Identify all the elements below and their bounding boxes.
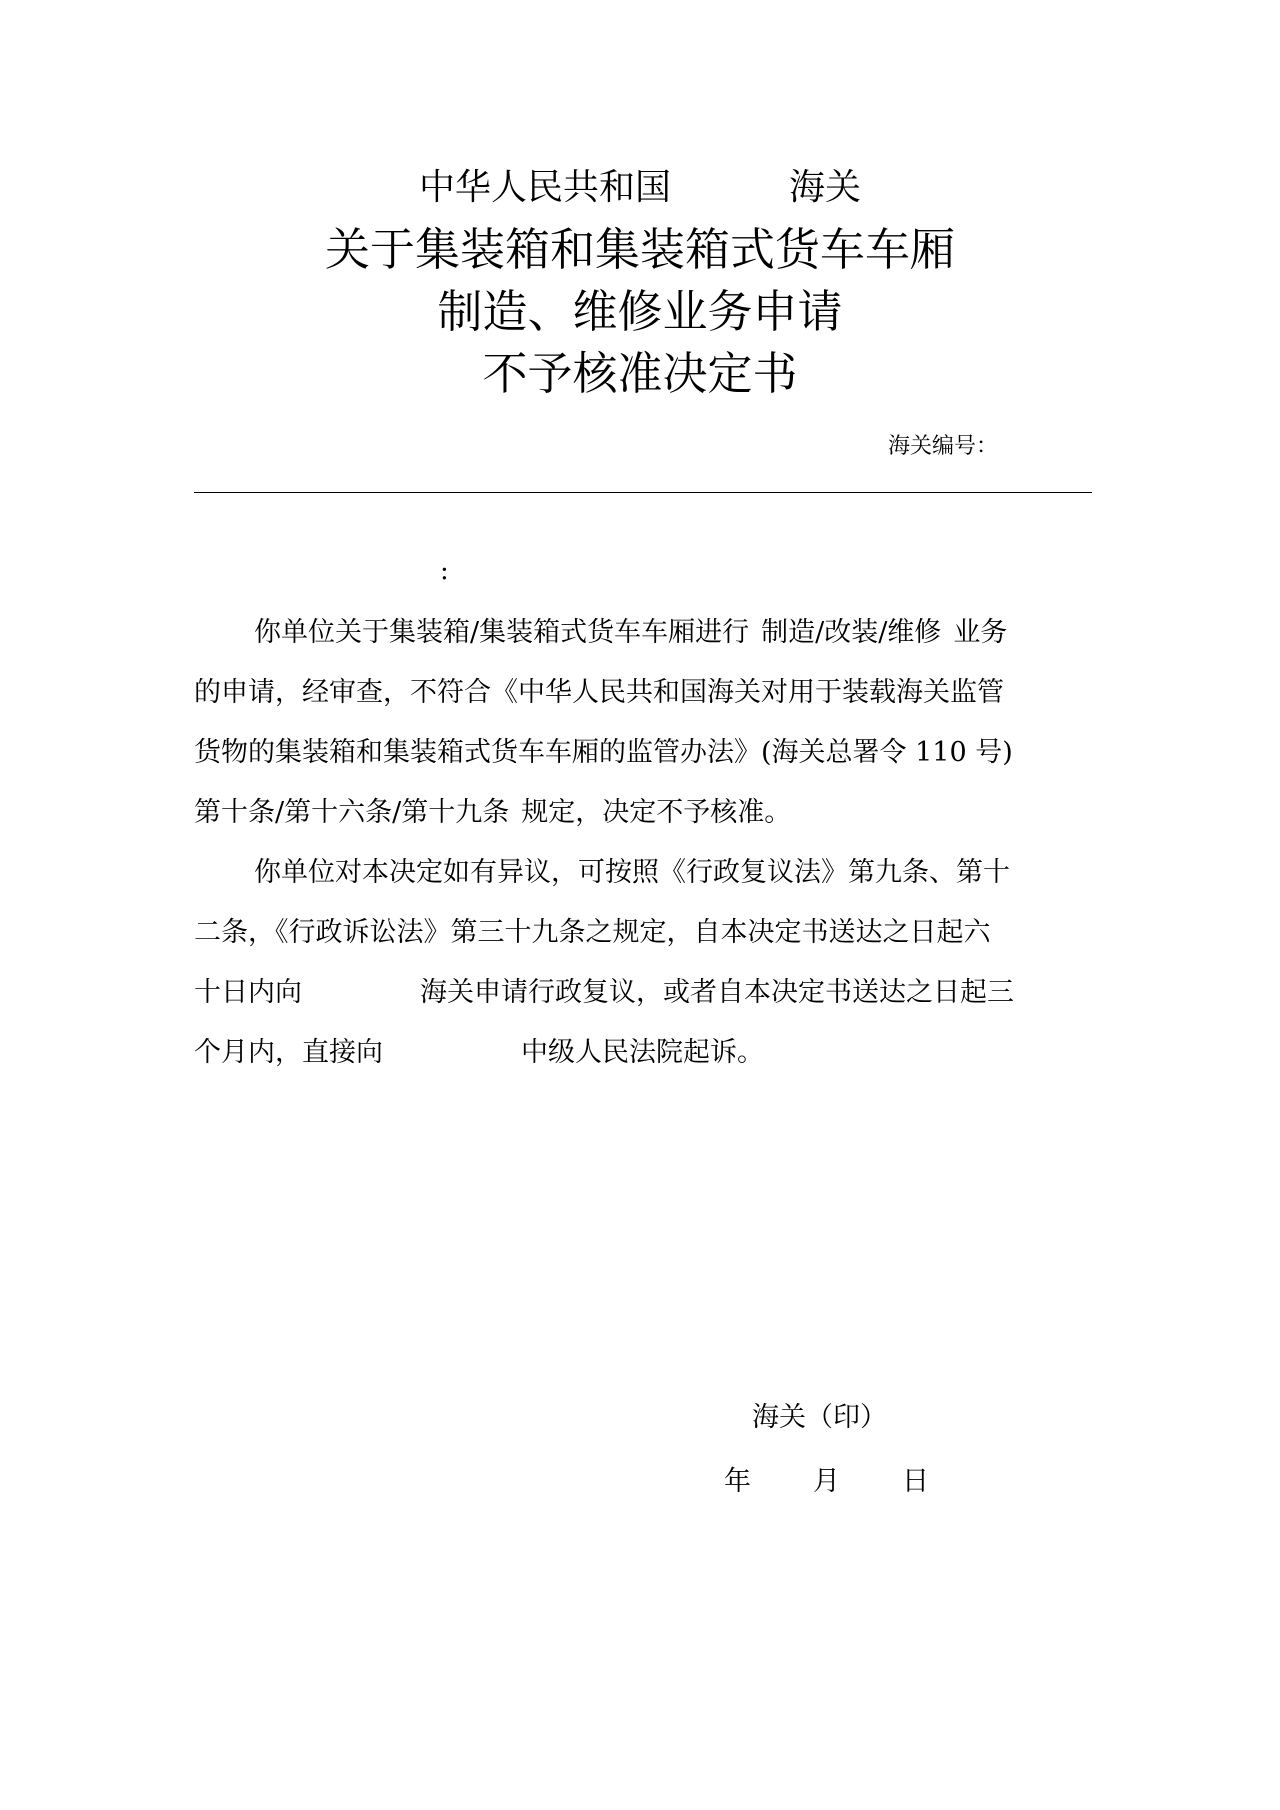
title-country: 中华人民共和国 xyxy=(418,167,671,208)
paragraph-2-line-1: 你单位对本决定如有异议，可按照《行政复议法》第九条、第十 xyxy=(254,857,1010,888)
paragraph-2-line-4 xyxy=(194,1033,764,1073)
date-day: 日 xyxy=(902,1466,929,1497)
paragraph-1-line-3: 货物的集装箱和集装箱式货车车厢的监管办法》(海关总署令 110 号) xyxy=(194,737,1013,768)
p2-l3-text-b: 海关申请行政复议，或者自本决定书送达之日起三 xyxy=(420,977,1014,1008)
paragraph-2-line-2: 二条，《行政诉讼法》第三十九条之规定，自本决定书送达之日起六 xyxy=(194,917,991,948)
customs-seal-label: 海关（印） xyxy=(752,1402,887,1433)
p1-l4-text-a: 第十条/第十六条/第十九条 xyxy=(194,797,510,828)
title-line-4: 不予核准决定书 xyxy=(482,347,798,400)
date-line xyxy=(724,1462,929,1502)
title-line-2: 关于集装箱和集装箱式货车车厢 xyxy=(324,223,955,276)
title-line-1 xyxy=(0,166,1280,210)
p2-l4-text-a: 个月内，直接向 xyxy=(194,1037,383,1068)
p2-l4-text-b: 中级人民法院起诉。 xyxy=(521,1037,764,1068)
p2-l3-text-a: 十日内向 xyxy=(194,977,302,1008)
title-line-3: 制造、维修业务申请 xyxy=(437,285,843,338)
p1-l1-text-b: 制造/改装/维修 xyxy=(761,617,942,648)
p1-l1-text-a: 你单位关于集装箱/集装箱式货车车厢进行 xyxy=(254,617,750,648)
p1-l4-text-b: 规定，决定不予核准。 xyxy=(521,797,792,828)
header-divider xyxy=(194,492,1092,493)
paragraph-2-line-3 xyxy=(194,973,1014,1013)
title-customs: 海关 xyxy=(789,167,862,208)
paragraph-1-line-4 xyxy=(194,793,791,833)
paragraph-1-line-2: 的申请，经审查，不符合《中华人民共和国海关对用于装载海关监管 xyxy=(194,677,1004,708)
doc-number-label: 海关编号： xyxy=(888,434,999,459)
addressee-colon: : xyxy=(440,556,449,586)
date-year: 年 xyxy=(724,1466,751,1497)
p1-l1-text-c: 业务 xyxy=(953,617,1008,648)
paragraph-1-line-1 xyxy=(254,613,1007,653)
date-month: 月 xyxy=(813,1466,840,1497)
